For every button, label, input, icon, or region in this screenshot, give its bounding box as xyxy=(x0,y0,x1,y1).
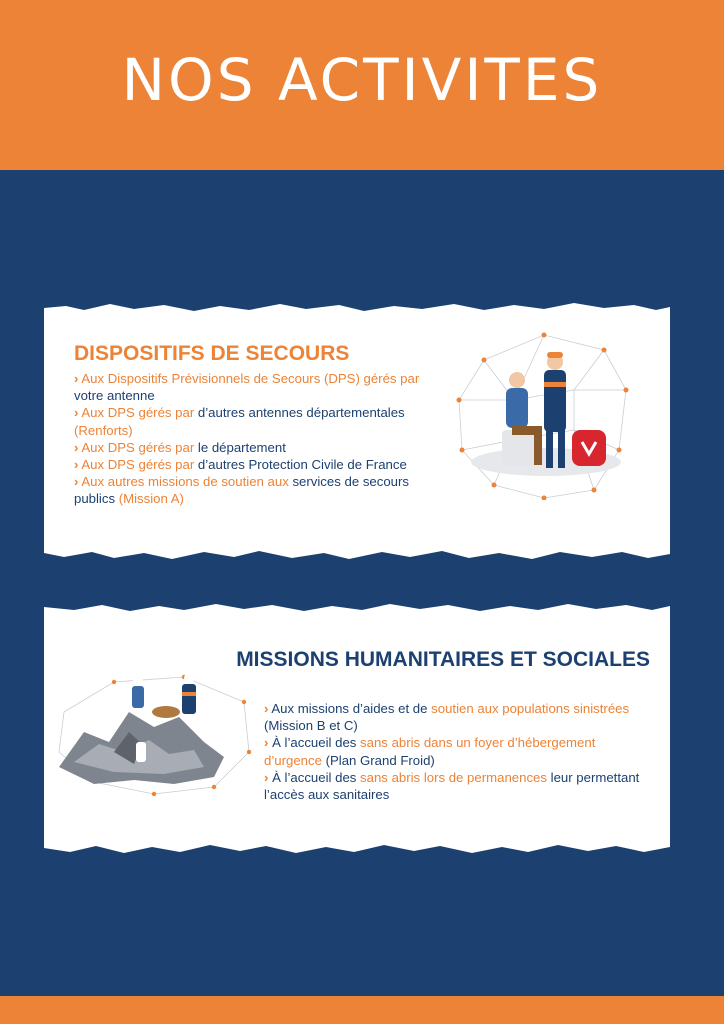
card1-list xyxy=(74,370,424,508)
card-missions-humanitaires xyxy=(44,612,670,844)
content-background xyxy=(0,170,724,996)
card-dispositifs-secours xyxy=(44,312,670,550)
chevron-right-icon: › xyxy=(74,474,79,490)
list-item: › Aux Dispositifs Prévisionnels de Secours (DPS) gérés par votre antenne xyxy=(74,371,420,404)
torn-edge-top xyxy=(44,602,670,616)
chevron-right-icon: › xyxy=(264,701,269,716)
chevron-right-icon: › xyxy=(74,405,79,421)
list-item: › Aux DPS gérés par d’autres Protection Civile de France xyxy=(74,457,407,473)
footer-bar xyxy=(0,996,724,1024)
list-item: › Aux missions d’aides et de soutien aux populations sinistrées (Mission B et C) xyxy=(264,701,630,734)
list-item: › Aux autres missions de soutien aux services de secours publics (Mission A) xyxy=(74,474,409,507)
card2-title: MISSIONS HUMANITAIRES ET SOCIALES xyxy=(236,648,650,671)
chevron-right-icon: › xyxy=(264,769,269,785)
list-item: › Aux DPS gérés par le département xyxy=(74,439,286,455)
rubble-rescue-icon xyxy=(54,672,254,797)
list-item: › Aux DPS gérés par d’autres antennes départementales (Renforts) xyxy=(74,405,405,438)
page-title: NOS ACTIVITES xyxy=(121,46,603,114)
torn-edge-top xyxy=(44,302,670,316)
card2-list xyxy=(264,700,654,803)
card1-title: DISPOSITIFS DE SECOURS xyxy=(74,342,350,365)
first-aid-rescuers-icon xyxy=(454,330,634,500)
chevron-right-icon: › xyxy=(264,735,269,751)
torn-edge-bottom xyxy=(44,840,670,854)
torn-edge-bottom xyxy=(44,546,670,560)
list-item: › À l’accueil des sans abris dans un foyer d’hébergement d’urgence (Plan Grand Froid) xyxy=(264,735,596,768)
chevron-right-icon: › xyxy=(74,371,79,386)
list-item: › À l’accueil des sans abris lors de permanences leur permettant l’accès aux sanitaires xyxy=(264,769,640,803)
header-banner xyxy=(0,0,724,170)
chevron-right-icon: › xyxy=(74,439,79,455)
chevron-right-icon: › xyxy=(74,457,79,473)
